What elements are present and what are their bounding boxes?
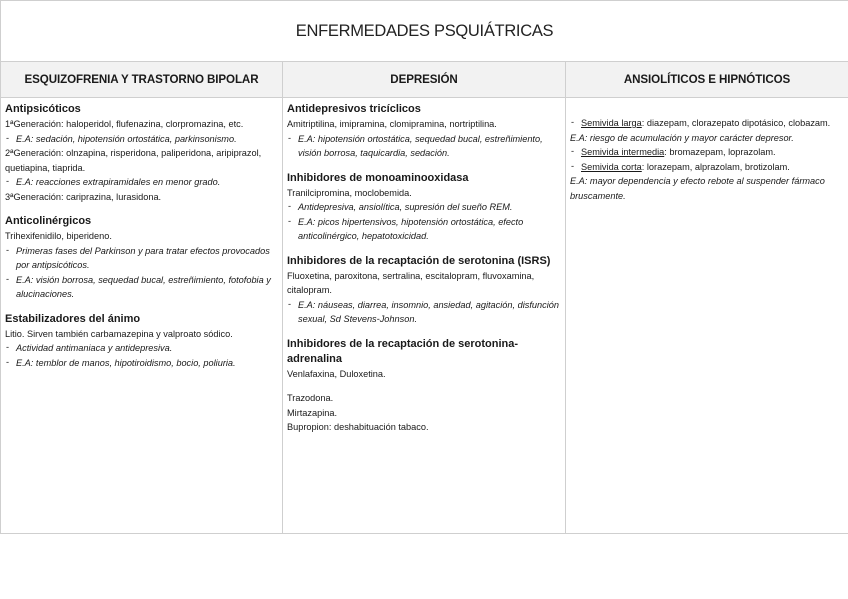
other-drug-bupropion: Bupropion: deshabituación tabaco. (287, 422, 429, 432)
section-title-isrs: Inhibidores de la recaptación de serotonina (ISRS) (287, 254, 551, 267)
antipsicoticos-gen1: 1ªGeneración: haloperidol, flufenazina, clorpromazina, etc. (5, 119, 244, 129)
semivida-larga-label: Semivida larga (581, 118, 642, 128)
section-title-irsn: Inhibidores de la recaptación de serotonina-adrenalina (287, 337, 519, 365)
triciclicos-drugs: Amitriptilina, imipramina, clomipramina, nortriptilina. (287, 119, 497, 129)
antipsicoticos-gen1-ea: - E.A: sedación, hipotensión ortostática, parkinsonismo. (5, 132, 278, 147)
irsn-drugs: Venlafaxina, Duloxetina. (287, 368, 386, 379)
ansioliticos-cell (566, 98, 848, 534)
semivida-larga-ea: E.A: riesgo de acumulación y mayor carácter depresor. (570, 132, 794, 143)
semivida-intermedia-item (570, 145, 844, 160)
semivida-larga-item (570, 116, 844, 131)
semivida-corta-item (570, 160, 844, 175)
isrs-drugs: Fluoxetina, paroxitona, sertralina, escitalopram, fluvoxamina, citalopram. (287, 270, 535, 295)
section-title-antipsicoticos: Antipsicóticos (5, 103, 81, 115)
esquizofrenia-cell (1, 98, 283, 534)
column-header-depresion: DEPRESIÓN (283, 62, 566, 98)
semivida-larga-text: : diazepam, clorazepato dipotásico, clobazam. (641, 118, 831, 128)
table-title: ENFERMEDADES PSQUIÁTRICAS (1, 1, 848, 62)
antipsicoticos-gen2: 2ªGeneración: olnzapina, risperidona, paliperidona, aripiprazol, quetiapina, tiaprida. (5, 148, 262, 173)
semivida-corta-text: : lorazepam, alprazolam, brotizolam. (641, 161, 790, 172)
column-header-esquizofrenia: ESQUIZOFRENIA Y TRASTORNO BIPOLAR (1, 62, 283, 98)
depresion-cell (283, 98, 566, 534)
anticolinergicos-drugs: Trihexifenidilo, biperideno. (5, 231, 112, 241)
section-title-triciclicos: Antidepresivos tricíclicos (287, 103, 421, 115)
triciclicos-bullet-1: - E.A: hipotensión ortostática, sequedad bucal, estreñimiento, visión borrosa, taquicardia, sedación. (287, 132, 561, 161)
semivida-intermedia-label: Semivida intermedia (581, 147, 665, 157)
section-title-estabilizadores: Estabilizadores del ánimo (5, 312, 141, 325)
estabilizadores-drugs: Litio. Sirven también carbamazepina y valproato sódico. (5, 328, 233, 339)
semivida-intermedia-text: : bromazepam, loprazolam. (664, 147, 776, 157)
estabilizadores-bullet-2: - E.A: temblor de manos, hipotiroidismo, bocio, poliuria. (5, 356, 278, 371)
column-header-ansioliticos: ANSIOLÍTICOS E HIPNÓTICOS (566, 62, 848, 98)
semivida-corta-label: Semivida corta (581, 161, 642, 172)
semivida-corta-ea: E.A: mayor dependencia y efecto rebote al suspender fármaco bruscamente. (570, 176, 825, 201)
estabilizadores-bullet-1: - Actividad antimaniaca y antidepresiva. (5, 341, 278, 356)
section-title-anticolinergicos: Anticolinérgicos (5, 215, 92, 227)
other-drug-mirtazapina: Mirtazapina. (287, 407, 338, 418)
antipsicoticos-gen2-ea: - E.A: reacciones extrapiramidales en menor grado. (5, 175, 278, 190)
imao-bullet-1: - Antidepresiva, ansiolítica, supresión del sueño REM. (287, 200, 561, 215)
anticolinergicos-bullet-1: - Primeras fases del Parkinson y para tratar efectos provocados por antipsicóticos. (5, 244, 278, 273)
imao-bullet-2: - E.A: picos hipertensivos, hipotensión ortostática, efecto anticolinérgico, hepatotoxicidad. (287, 215, 561, 244)
section-title-imao: Inhibidores de monoaminooxidasa (287, 171, 469, 184)
isrs-bullet-1: - E.A: náuseas, diarrea, insomnio, ansiedad, agitación, disfunción sexual, Sd Stevens-Johnson. (287, 298, 561, 327)
antipsicoticos-gen3: 3ªGeneración: cariprazina, lurasidona. (5, 191, 162, 202)
other-drug-trazodona: Trazodona. (287, 393, 334, 403)
imao-drugs: Tranilcipromina, moclobemida. (287, 187, 412, 198)
anticolinergicos-bullet-2: - E.A: visión borrosa, sequedad bucal, estreñimiento, fotofobia y alucinaciones. (5, 273, 278, 302)
